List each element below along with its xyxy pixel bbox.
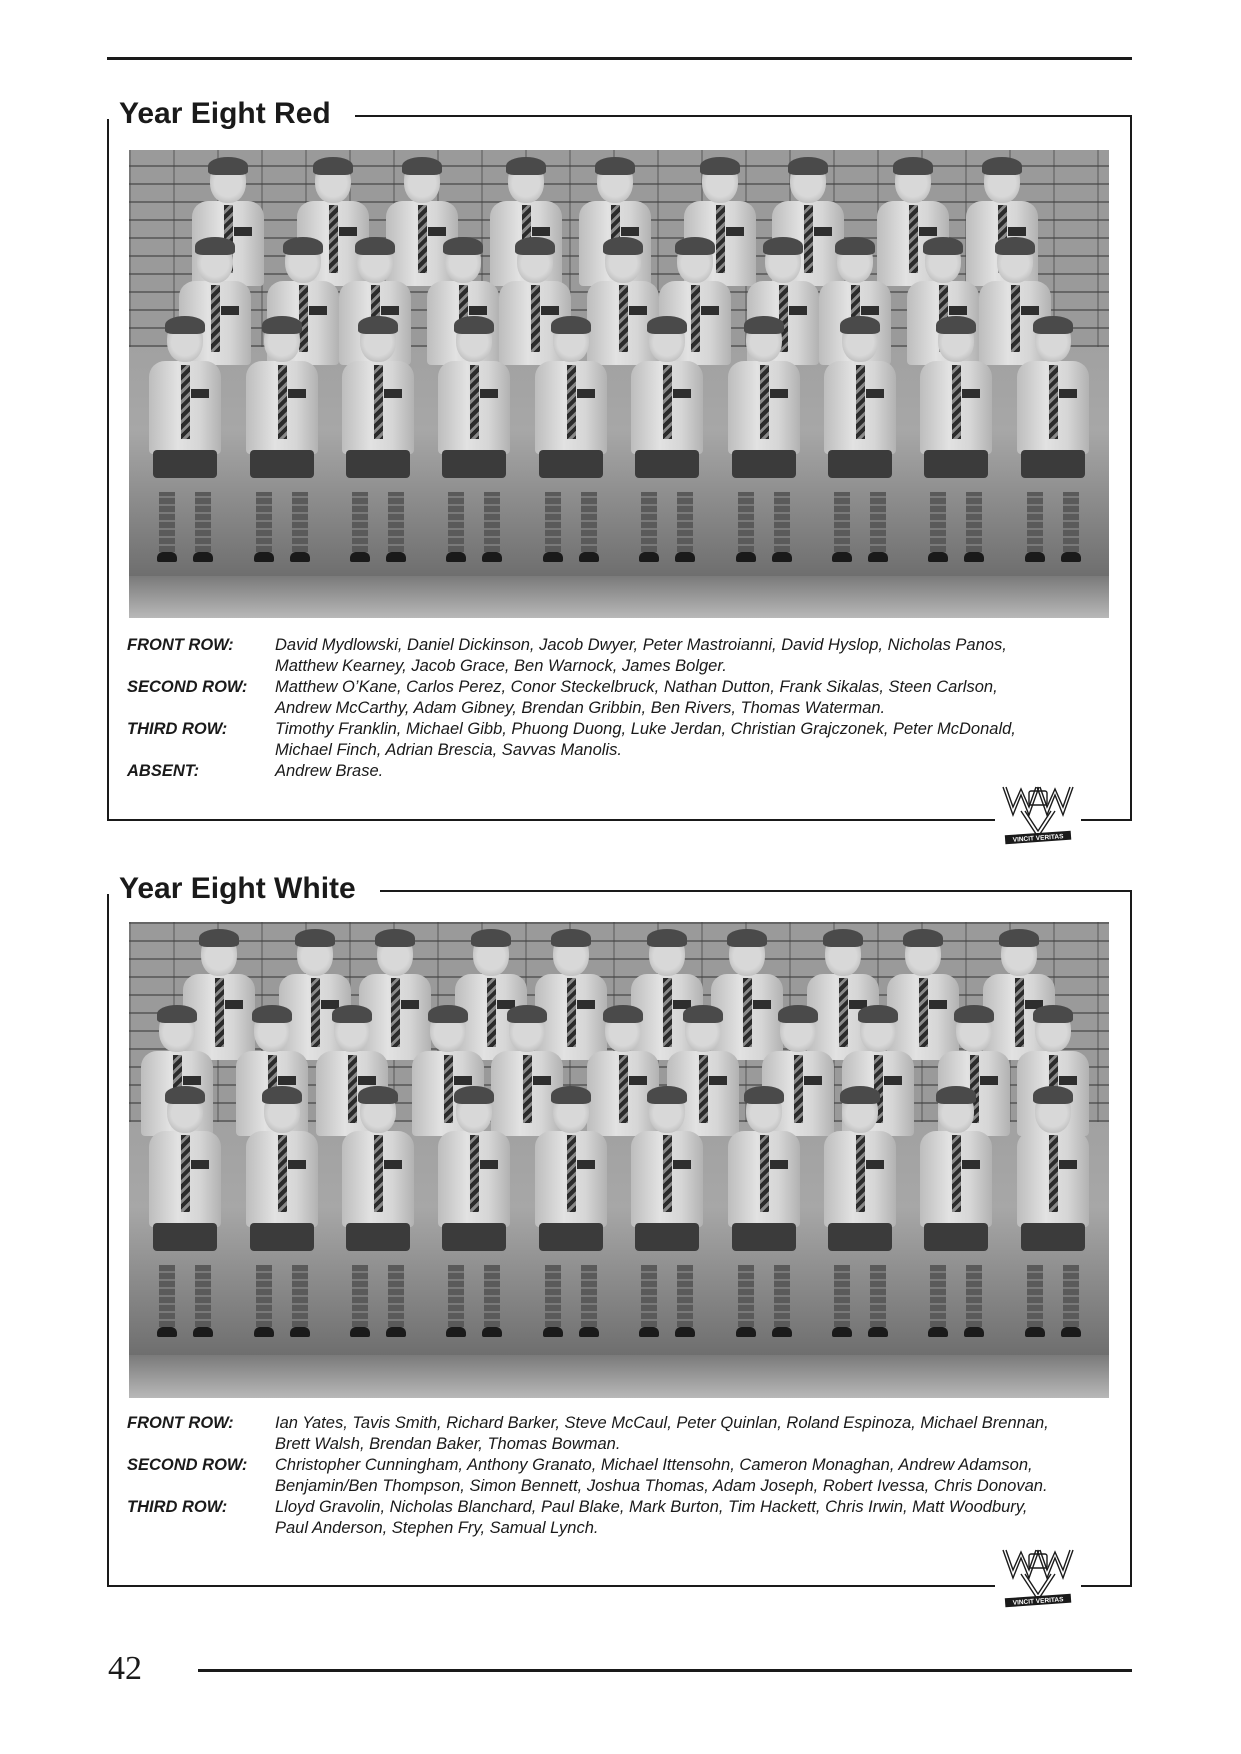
caption-names: Ian Yates, Tavis Smith, Richard Barker, Steve McCaul, Peter Quinlan, Roland Espinoza, Michael Brennan, Brett Walsh, Brendan Baker, Thomas Bowman.	[275, 1414, 1049, 1453]
student-figure	[1013, 309, 1093, 618]
student-figure	[242, 1079, 322, 1398]
caption-label: ABSENT:	[127, 762, 200, 780]
crest-motto: VINCIT VERITAS	[1012, 1596, 1064, 1607]
student-figure	[145, 309, 225, 618]
caption-names: Christopher Cunningham, Anthony Granato, Michael Ittensohn, Cameron Monaghan, Andrew Adamson, Benjamin/Ben Thompson, Simon Bennett, Joshua Thomas, Adam Joseph, Robert Ivessa, Chris Donovan.	[275, 1456, 1048, 1495]
caption-label: SECOND ROW:	[127, 1456, 248, 1474]
student-figure	[145, 1079, 225, 1398]
bottom-rule	[198, 1669, 1132, 1672]
caption-row-third	[127, 1497, 1112, 1539]
class-photo	[129, 922, 1109, 1398]
caption-row-second	[127, 1455, 1112, 1497]
student-figure	[820, 1079, 900, 1398]
caption-label: FRONT ROW:	[127, 636, 234, 654]
caption-names: Lloyd Gravolin, Nicholas Blanchard, Paul Blake, Mark Burton, Tim Hackett, Chris Irwin, Matt Woodbury, Paul Anderson, Stephen Fry, Samual Lynch.	[275, 1498, 1028, 1537]
caption-row-front	[127, 635, 1112, 677]
caption-label: THIRD ROW:	[127, 720, 228, 738]
caption-names: Timothy Franklin, Michael Gibb, Phuong Duong, Luke Jerdan, Christian Grajczonek, Peter McDonald, Michael Finch, Adrian Brescia, Savvas Manolis.	[275, 720, 1016, 759]
school-crest-icon	[995, 781, 1081, 851]
page-number: 42	[108, 1650, 142, 1687]
class-photo	[129, 150, 1109, 618]
student-figure	[531, 1079, 611, 1398]
student-figure	[338, 309, 418, 618]
section-title: Year Eight Red	[113, 97, 339, 131]
photo-captions	[127, 635, 1112, 782]
student-figure	[1013, 1079, 1093, 1398]
photo-captions	[127, 1413, 1112, 1539]
student-figure	[338, 1079, 418, 1398]
caption-row-second	[127, 677, 1112, 719]
caption-row-absent	[127, 761, 1112, 782]
caption-row-front	[127, 1413, 1112, 1455]
caption-names: Matthew O’Kane, Carlos Perez, Conor Steckelbruck, Nathan Dutton, Frank Sikalas, Steen Carlson, Andrew McCarthy, Adam Gibney, Brendan Gribbin, Ben Rivers, Thomas Waterman.	[275, 678, 998, 717]
crest-motto: VINCIT VERITAS	[1012, 833, 1064, 844]
caption-label: FRONT ROW:	[127, 1414, 234, 1432]
student-figure	[916, 1079, 996, 1398]
student-figure	[627, 309, 707, 618]
section-title: Year Eight White	[113, 872, 364, 906]
student-figure	[724, 1079, 804, 1398]
caption-names: David Mydlowski, Daniel Dickinson, Jacob Dwyer, Peter Mastroianni, David Hyslop, Nicholas Panos, Matthew Kearney, Jacob Grace, Ben Warnock, James Bolger.	[275, 636, 1007, 675]
student-figure	[434, 309, 514, 618]
caption-names: Andrew Brase.	[275, 762, 384, 780]
school-crest-icon	[995, 1544, 1081, 1614]
student-figure	[531, 309, 611, 618]
caption-label: THIRD ROW:	[127, 1498, 228, 1516]
top-rule	[107, 57, 1132, 60]
caption-row-third	[127, 719, 1112, 761]
student-figure	[820, 309, 900, 618]
student-figure	[627, 1079, 707, 1398]
student-figure	[916, 309, 996, 618]
caption-label: SECOND ROW:	[127, 678, 248, 696]
section-year-eight-white	[107, 872, 1132, 1607]
section-year-eight-red	[107, 97, 1132, 844]
student-figure	[434, 1079, 514, 1398]
student-figure	[242, 309, 322, 618]
student-figure	[724, 309, 804, 618]
